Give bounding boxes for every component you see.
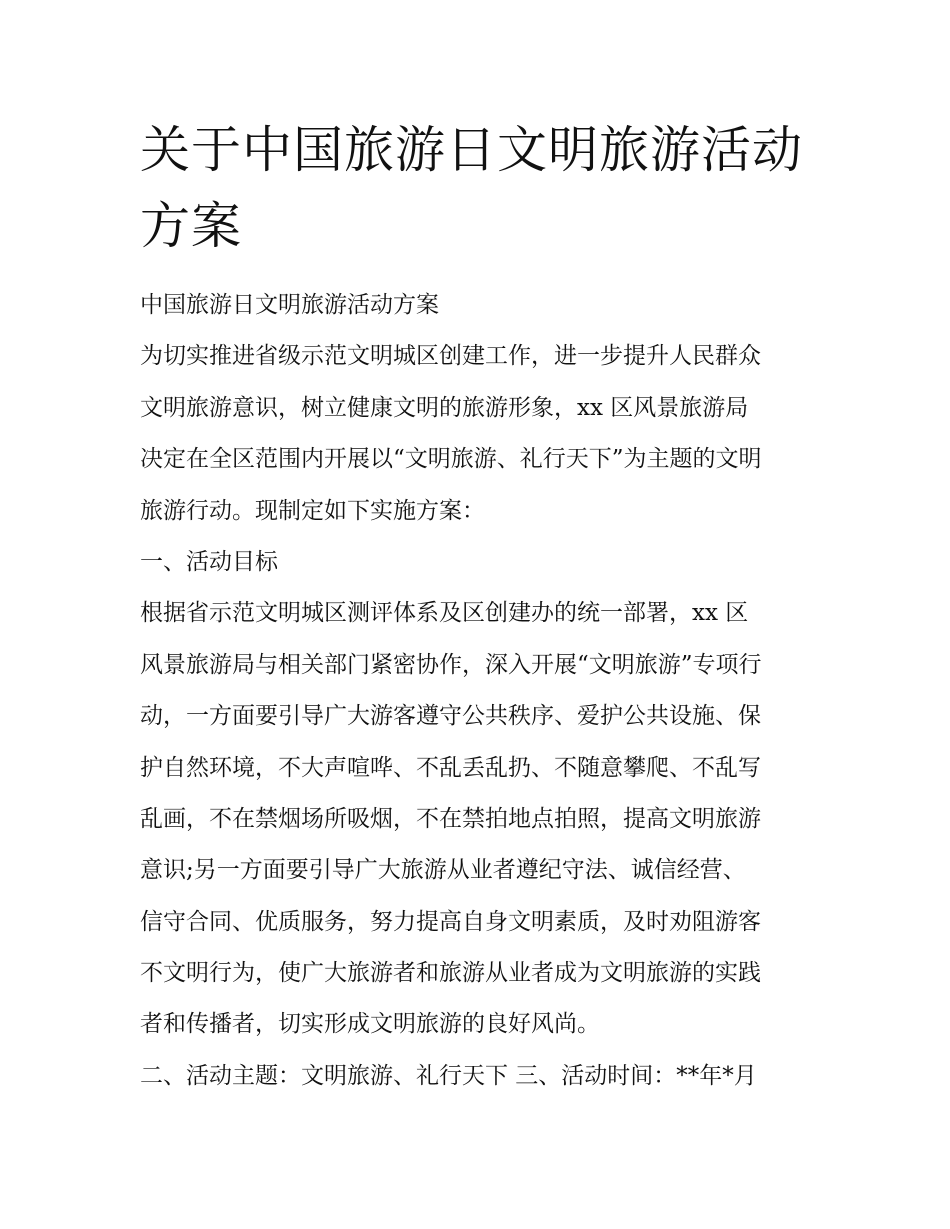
paragraph-line: 不文明行为，使广大旅游者和旅游从业者成为文明旅游的实践 [140,960,761,987]
document-body [140,280,820,1102]
paragraph-line: 根据省示范文明城区测评体系及区创建办的统一部署，xx 区 [140,600,749,627]
paragraph-line: 乱画，不在禁烟场所吸烟，不在禁拍地点拍照，提高文明旅游 [140,805,761,832]
paragraph-line: 文明旅游意识，树立健康文明的旅游形象，xx 区风景旅游局 [140,394,749,421]
paragraph-line: 信守合同、优质服务，努力提高自身文明素质，及时劝阻游客 [140,908,761,935]
section-heading-theme-time: 二、活动主题：文明旅游、礼行天下 三、活动时间：**年*月 [140,1062,757,1089]
paragraph-line: 为切实推进省级示范文明城区创建工作，进一步提升人民群众 [140,343,761,370]
subtitle-line: 中国旅游日文明旅游活动方案 [140,292,439,318]
paragraph-line: 旅游行动。现制定如下实施方案： [140,497,485,524]
paragraph-line: 动，一方面要引导广大游客遵守公共秩序、爱护公共设施、保 [140,703,761,730]
paragraph-line: 风景旅游局与相关部门紧密协作，深入开展“文明旅游”专项行 [140,651,762,678]
paragraph-line: 护自然环境，不大声喧哗、不乱丢乱扔、不随意攀爬、不乱写 [140,754,761,781]
title-line-1: 关于中国旅游日文明旅游活动 [140,121,803,179]
paragraph-line: 意识;另一方面要引导广大旅游从业者遵纪守法、诚信经营、 [140,857,746,884]
paragraph-line: 决定在全区范围内开展以“文明旅游、礼行天下”为主题的文明 [140,446,762,473]
section-heading-goal: 一、活动目标 [140,548,278,575]
document-title [140,112,820,264]
title-line-2: 方案 [140,197,242,255]
paragraph-line: 者和传播者，切实形成文明旅游的良好风尚。 [140,1011,600,1038]
